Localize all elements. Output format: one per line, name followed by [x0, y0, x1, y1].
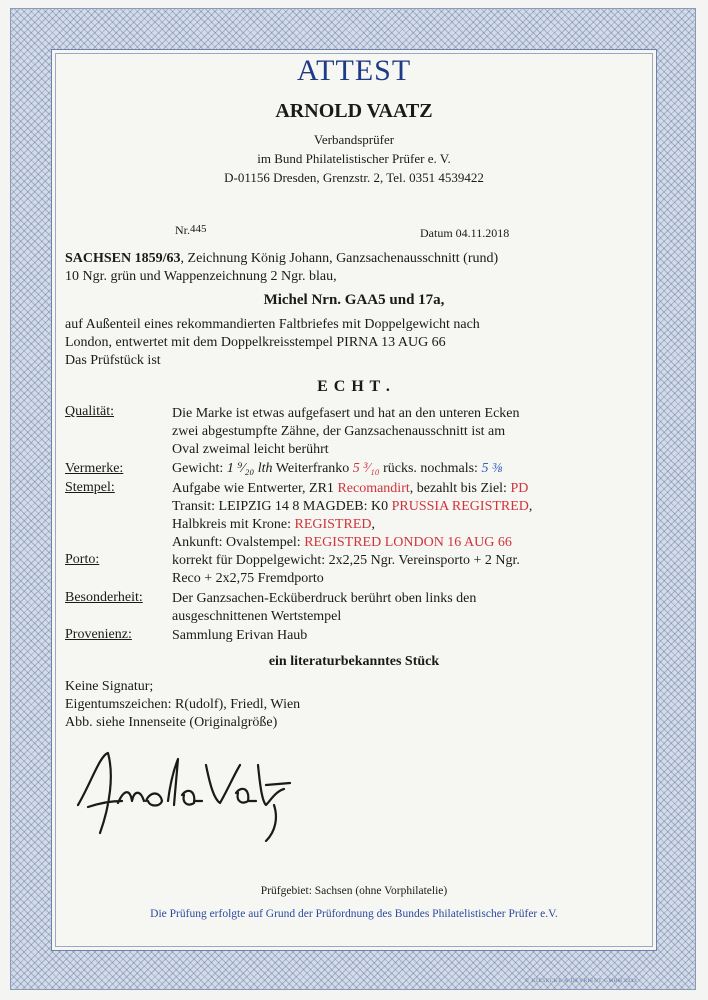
- item-description-line4: London, entwertet mit dem Doppelkreisstempel PIRNA 13 AUG 66: [65, 335, 446, 350]
- closing-line3: Abb. siehe Innenseite (Originalgröße): [65, 715, 278, 730]
- certificate-title: ATTEST: [296, 54, 412, 87]
- postage-line2: Reco + 2x2,75 Fremdporto: [172, 571, 324, 586]
- printer-copyright: © GIESECKE & DEVRIENT GMBH 2014: [525, 978, 638, 984]
- quality-line1: Die Marke ist etwas aufgefasert und hat an den unteren Ecken: [172, 406, 520, 421]
- verdict-genuine: E C H T .: [317, 378, 391, 395]
- reverse-note-handwritten: 5 ⅜: [481, 461, 503, 476]
- quality-line3: Oval zweimal leicht berührt: [172, 442, 329, 457]
- further-postage-handwritten: 5 ³⁄₁₀: [352, 461, 380, 476]
- label-postage: Porto:: [65, 552, 100, 567]
- label-notes: Vermerke:: [65, 461, 124, 476]
- date-label: Datum: [420, 226, 453, 240]
- postmark-line4: Ankunft: Ovalstempel: REGISTRED LONDON 16 AUG 66: [172, 535, 512, 550]
- notes-line: Gewicht: 1 ⁹⁄₂₀ lth Weiterfranko 5 ³⁄₁₀ rücks. nochmals: 5 ⅜: [172, 461, 503, 476]
- quality-line2: zwei abgestumpfte Zähne, der Ganzsachenausschnitt ist am: [172, 424, 506, 439]
- certificate-date: [420, 226, 509, 241]
- label-special-feature: Besonderheit:: [65, 590, 143, 605]
- postmark-line2: Transit: LEIPZIG 14 8 MAGDEB: K0 PRUSSIA REGISTRED,: [172, 499, 533, 514]
- weight-handwritten: 1 ⁹⁄₂₀ lth: [226, 461, 273, 476]
- postmark-line3: Halbkreis mit Krone: REGISTRED,: [172, 517, 375, 532]
- number-value: 445: [190, 223, 207, 235]
- closing-line1: Keine Signatur;: [65, 679, 154, 694]
- item-country-years: SACHSEN 1859/63: [65, 251, 181, 266]
- examination-rules-note: Die Prüfung erfolgte auf Grund der Prüfordnung des Bundes Philatelistischer Prüfer e.V.: [150, 908, 558, 920]
- examination-area: Prüfgebiet: Sachsen (ohne Vorphilatelie): [260, 885, 448, 897]
- item-description-line5: Das Prüfstück ist: [65, 353, 161, 368]
- postage-line1: korrekt für Doppelgewicht: 2x2,25 Ngr. Vereinsporto + 2 Ngr.: [172, 553, 520, 568]
- examiner-association: im Bund Philatelistischer Prüfer e. V.: [257, 151, 451, 166]
- number-label: Nr.: [175, 223, 190, 237]
- provenance-line1: Sammlung Erivan Haub: [172, 628, 308, 643]
- item-description-line2: 10 Ngr. grün und Wappenzeichnung 2 Ngr. blau,: [65, 269, 337, 284]
- examiner-name: ARNOLD VAATZ: [275, 100, 433, 122]
- special-line2: ausgeschnittenen Wertstempel: [172, 609, 342, 624]
- postmark-line1: Aufgabe wie Entwerter, ZR1 Recomandirt, bezahlt bis Ziel: PD: [172, 481, 529, 496]
- item-description-line1: SACHSEN 1859/63, Zeichnung König Johann, Ganzsachenausschnitt (rund): [65, 251, 499, 266]
- label-quality: Qualität:: [65, 404, 114, 419]
- special-line1: Der Ganzsachen-Ecküberdruck berührt oben links den: [172, 591, 477, 606]
- examiner-address: D-01156 Dresden, Grenzstr. 2, Tel. 0351 4539422: [224, 170, 484, 185]
- label-postmarks: Stempel:: [65, 480, 115, 495]
- certificate-number: [175, 223, 207, 238]
- label-provenance: Provenienz:: [65, 627, 132, 642]
- examiner-role: Verbandsprüfer: [313, 132, 395, 147]
- item-description-line3: auf Außenteil eines rekommandierten Faltbriefes mit Doppelgewicht nach: [65, 317, 480, 332]
- date-value: 04.11.2018: [455, 226, 510, 240]
- michel-numbers: Michel Nrn. GAA5 und 17a,: [263, 292, 445, 308]
- handwritten-signature: [70, 745, 300, 845]
- closing-line2: Eigentumszeichen: R(udolf), Friedl, Wien: [65, 697, 301, 712]
- literature-remark: ein literaturbekanntes Stück: [268, 654, 440, 669]
